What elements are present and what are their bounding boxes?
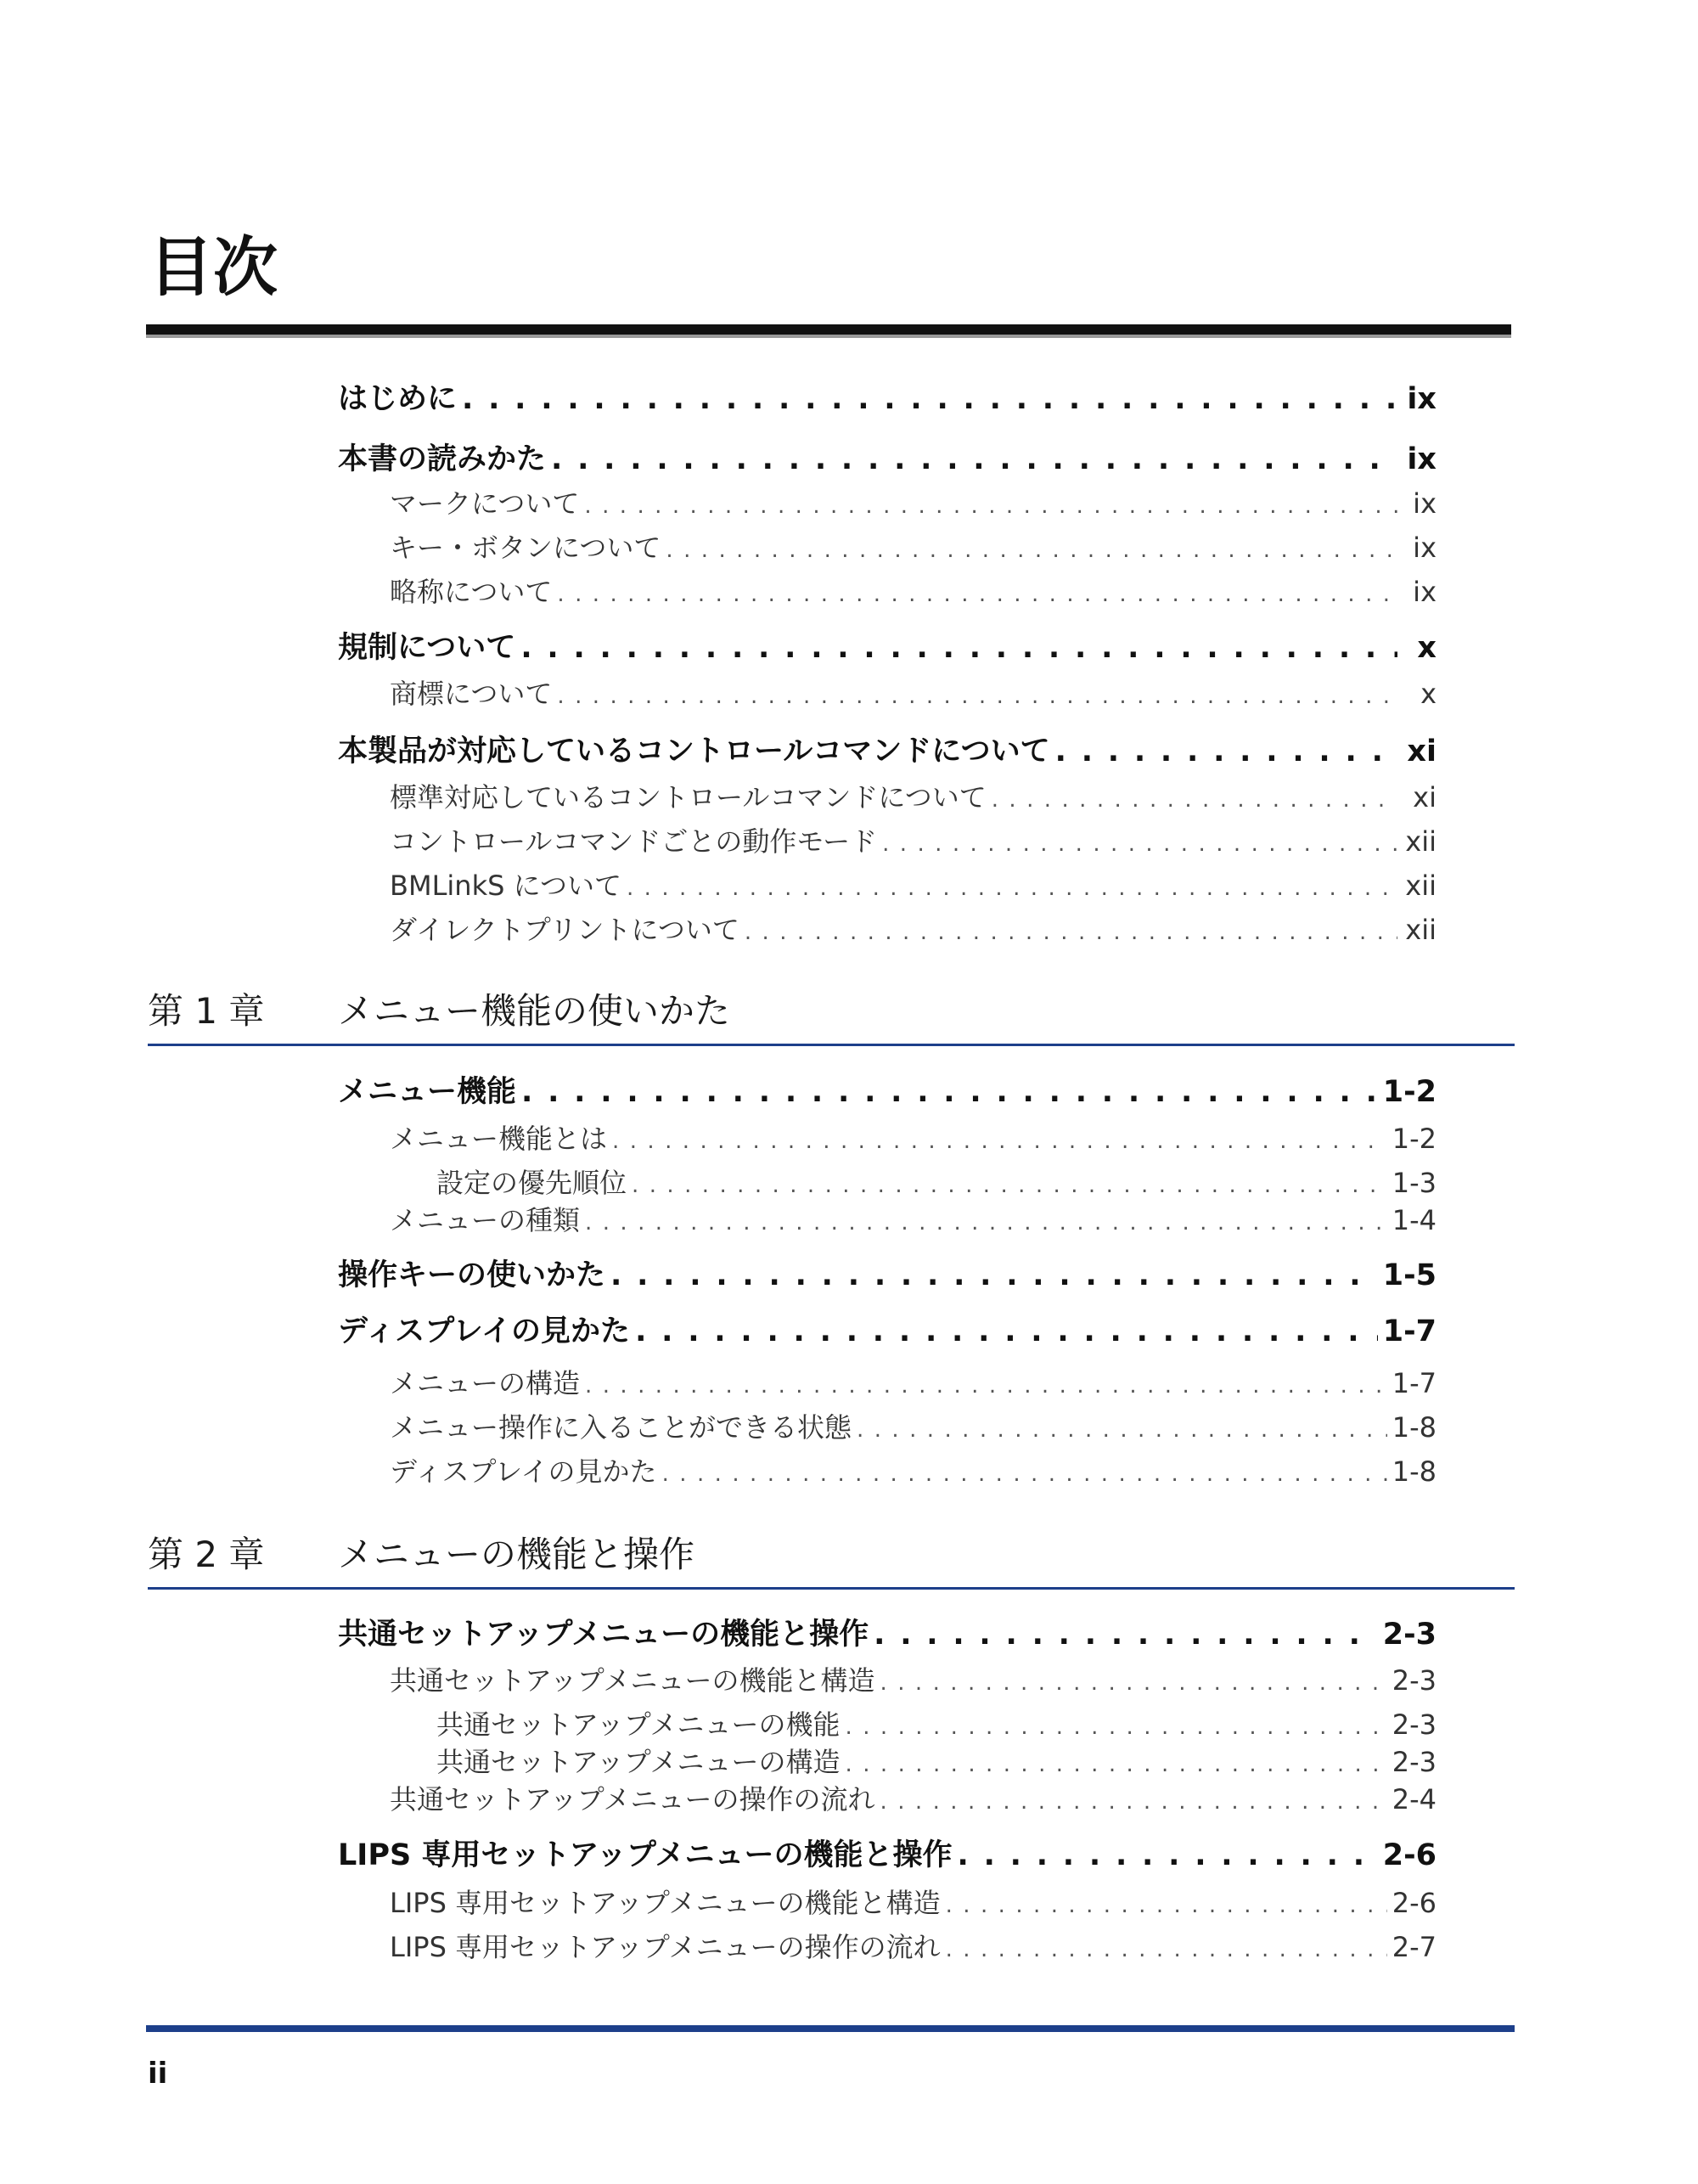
toc-entry[interactable]	[338, 440, 1437, 479]
toc-entry[interactable]	[338, 1312, 1437, 1351]
chapter-heading-2[interactable]	[148, 1531, 1515, 1584]
dot-leader	[610, 1256, 1378, 1295]
toc-entry[interactable]	[390, 1929, 1437, 1967]
toc-entry[interactable]	[338, 1256, 1437, 1295]
title-rule-shadow	[146, 335, 1511, 338]
toc-entry[interactable]	[338, 380, 1437, 419]
toc-entry-page: 1-7	[1382, 1314, 1437, 1348]
toc-entry-label: 共通セットアップメニューの機能	[436, 1708, 841, 1741]
chapter-rule	[148, 1587, 1515, 1590]
toc-entry-label: 共通セットアップメニューの構造	[436, 1746, 841, 1778]
toc-entry[interactable]	[390, 574, 1437, 612]
dot-leader	[880, 1784, 1387, 1820]
toc-entry-label: 共通セットアップメニューの操作の流れ	[390, 1783, 875, 1815]
toc-entry-page: 2-3	[1392, 1664, 1437, 1697]
chapter-number: 第 2 章	[148, 1534, 265, 1575]
dot-leader	[745, 915, 1397, 950]
toc-entry-page: ix	[1407, 442, 1437, 476]
toc-entry-page: 1-2	[1382, 1075, 1437, 1109]
dot-leader	[520, 628, 1397, 667]
page-title: 目次	[149, 229, 278, 305]
toc-entry-label: 設定の優先順位	[436, 1167, 627, 1199]
toc-entry[interactable]	[338, 732, 1437, 771]
toc-entry-label: ディスプレイの見かた	[390, 1455, 657, 1488]
toc-entry[interactable]	[390, 780, 1437, 818]
dot-leader	[874, 1615, 1378, 1654]
toc-entry[interactable]	[390, 1202, 1437, 1241]
dot-leader	[462, 380, 1397, 419]
toc-entry-page: xi	[1407, 735, 1437, 768]
dot-leader	[612, 1123, 1387, 1159]
toc-entry-page: ix	[1413, 487, 1437, 520]
toc-entry-page: 1-8	[1392, 1411, 1437, 1444]
toc-entry-label: LIPS 専用セットアップメニューの機能と操作	[338, 1838, 953, 1872]
toc-entry-page: 1-7	[1392, 1367, 1437, 1399]
toc-entry-label: 共通セットアップメニューの機能と操作	[338, 1618, 869, 1652]
title-rule	[146, 324, 1511, 335]
dot-leader	[846, 1709, 1387, 1745]
toc-entry-page: xi	[1413, 781, 1437, 813]
toc-entry[interactable]	[338, 1615, 1437, 1654]
toc-entry[interactable]	[436, 1165, 1437, 1203]
toc-entry-page: 2-7	[1392, 1931, 1437, 1963]
dot-leader	[551, 440, 1397, 479]
toc-entry-page: 2-3	[1392, 1708, 1437, 1741]
toc-entry-label: ダイレクトプリントについて	[390, 914, 739, 946]
toc-entry-label: コントロールコマンドごとの動作モード	[390, 825, 878, 858]
dot-leader	[557, 678, 1397, 714]
dot-leader	[946, 1932, 1387, 1967]
toc-entry-label: 標準対応しているコントロールコマンドについて	[390, 781, 987, 813]
toc-entry-page: 2-6	[1392, 1887, 1437, 1919]
toc-entry[interactable]	[390, 1885, 1437, 1923]
toc-entry-page: ix	[1413, 576, 1437, 608]
toc-entry[interactable]	[390, 824, 1437, 862]
chapter-rule	[148, 1044, 1515, 1046]
toc-entry-page: xii	[1405, 870, 1437, 902]
toc-entry-label: マークについて	[390, 487, 580, 520]
toc-entry-page: 2-3	[1392, 1746, 1437, 1778]
toc-entry-page: ix	[1413, 532, 1437, 564]
toc-entry-page: 2-6	[1382, 1838, 1437, 1872]
dot-leader	[585, 1368, 1387, 1404]
toc-entry-label: 共通セットアップメニューの機能と構造	[390, 1664, 875, 1697]
dot-leader	[557, 577, 1397, 612]
toc-entry-page: xii	[1405, 914, 1437, 946]
dot-leader	[521, 1072, 1378, 1112]
toc-entry[interactable]	[390, 1365, 1437, 1404]
toc-entry-label: はじめに	[338, 382, 458, 416]
toc-entry-label: 本製品が対応しているコントロールコマンドについて	[338, 735, 1050, 768]
toc-entry-label: 操作キーの使いかた	[338, 1258, 606, 1292]
chapter-title: メニュー機能の使いかた	[338, 990, 731, 1032]
toc-entry[interactable]	[338, 1072, 1437, 1112]
toc-entry-label: 略称について	[390, 576, 553, 608]
toc-entry-page: 2-4	[1392, 1783, 1437, 1815]
dot-leader	[632, 1168, 1387, 1203]
toc-entry[interactable]	[390, 1121, 1437, 1159]
toc-entry[interactable]	[436, 1707, 1437, 1745]
dot-leader	[666, 532, 1397, 568]
chapter-number: 第 1 章	[148, 990, 265, 1032]
dot-leader	[662, 1456, 1387, 1492]
toc-entry-page: 1-3	[1392, 1167, 1437, 1199]
toc-entry[interactable]	[390, 1663, 1437, 1701]
toc-entry[interactable]	[390, 868, 1437, 906]
toc-entry-label: 商標について	[390, 678, 553, 710]
chapter-title: メニューの機能と操作	[338, 1534, 695, 1575]
toc-entry-label: LIPS 専用セットアップメニューの機能と構造	[390, 1887, 941, 1919]
toc-entry-page: 1-8	[1392, 1455, 1437, 1488]
dot-leader	[1055, 732, 1397, 771]
dot-leader	[635, 1312, 1378, 1351]
toc-entry[interactable]	[390, 530, 1437, 568]
dot-leader	[946, 1888, 1387, 1923]
toc-entry[interactable]	[390, 676, 1437, 714]
toc-entry-label: 本書の読みかた	[338, 442, 547, 476]
chapter-heading-1[interactable]	[148, 988, 1515, 1040]
dot-leader	[992, 782, 1397, 818]
toc-entry-label: 規制について	[338, 631, 516, 665]
toc-entry-page: 2-3	[1382, 1618, 1437, 1652]
toc-entry[interactable]	[390, 1454, 1437, 1492]
toc-entry-page: ix	[1407, 382, 1437, 416]
toc-entry[interactable]	[390, 1782, 1437, 1820]
toc-entry-page: 1-5	[1382, 1258, 1437, 1292]
toc-entry[interactable]	[436, 1744, 1437, 1782]
toc-entry[interactable]	[390, 1410, 1437, 1448]
dot-leader	[584, 488, 1397, 524]
toc-entry-label: メニュー操作に入ることができる状態	[390, 1411, 852, 1444]
toc-entry[interactable]	[338, 1836, 1437, 1875]
toc-entry[interactable]	[390, 912, 1437, 950]
toc-entry-label: BMLinkS について	[390, 870, 621, 902]
toc-entry[interactable]	[390, 486, 1437, 524]
dot-leader	[585, 1205, 1387, 1241]
toc-entry-page: xii	[1405, 825, 1437, 858]
toc-entry-label: キー・ボタンについて	[390, 532, 661, 564]
toc-entry-label: メニューの構造	[390, 1367, 581, 1399]
toc-entry-label: メニュー機能とは	[390, 1123, 608, 1155]
toc-entry-page: x	[1420, 678, 1437, 710]
toc-entry-page: x	[1417, 631, 1437, 665]
dot-leader	[846, 1747, 1387, 1782]
toc-entry-label: ディスプレイの見かた	[338, 1314, 631, 1348]
dot-leader	[882, 826, 1397, 862]
footer-rule	[146, 2025, 1515, 2032]
toc-entry-label: メニュー機能	[338, 1075, 517, 1109]
toc-entry-page: 1-4	[1392, 1204, 1437, 1236]
toc-entry-label: メニューの種類	[390, 1204, 581, 1236]
dot-leader	[880, 1665, 1387, 1701]
dot-leader	[857, 1412, 1387, 1448]
dot-leader	[957, 1836, 1377, 1875]
page-number: ii	[148, 2057, 168, 2091]
dot-leader	[627, 870, 1397, 906]
toc-entry[interactable]	[338, 628, 1437, 667]
toc-entry-page: 1-2	[1392, 1123, 1437, 1155]
toc-entry-label: LIPS 専用セットアップメニューの操作の流れ	[390, 1931, 941, 1963]
